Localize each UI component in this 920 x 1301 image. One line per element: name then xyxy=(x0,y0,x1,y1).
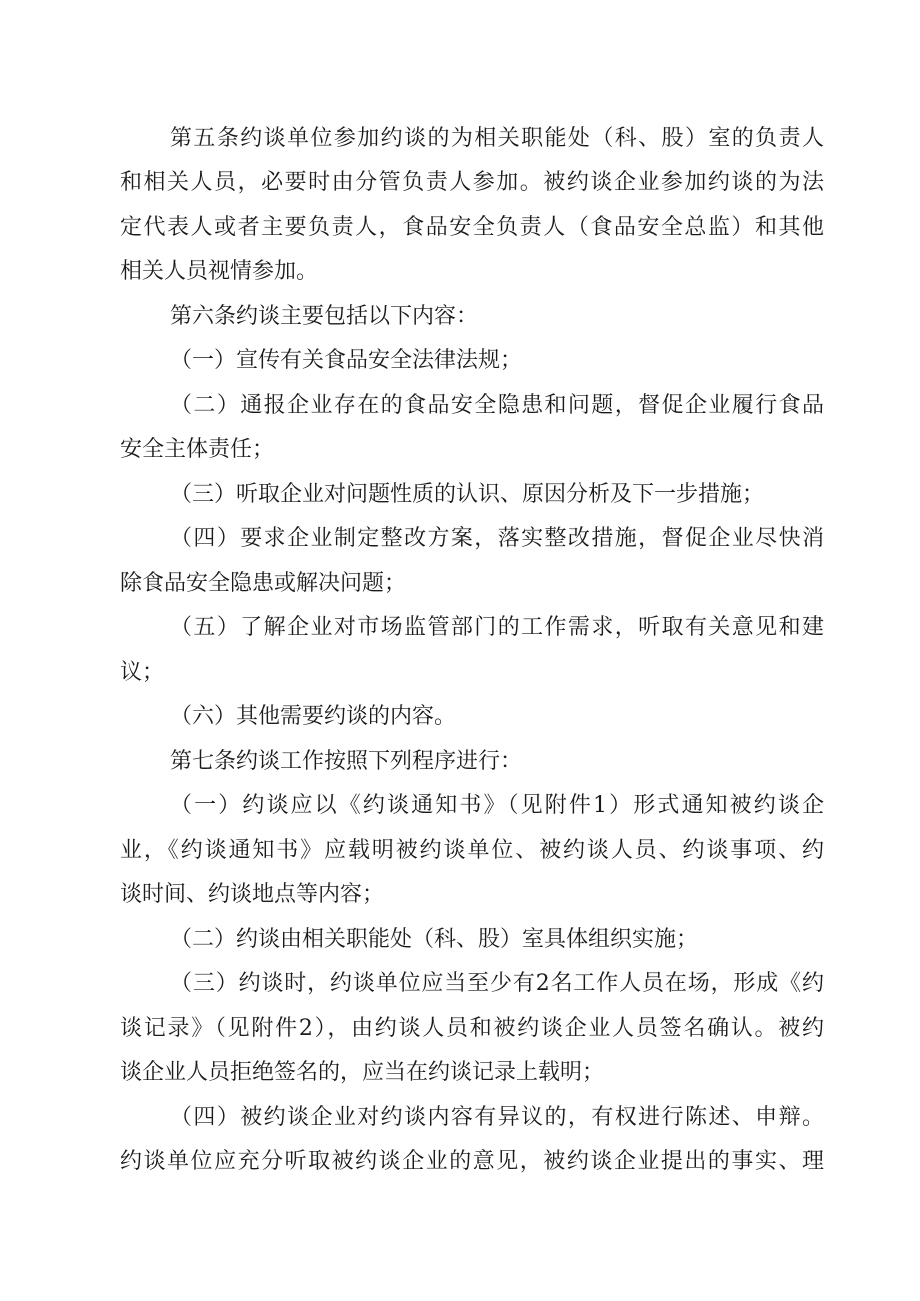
text-line: 业，《约谈通知书》应载明被约谈单位、被约谈人员、约谈事项、约 xyxy=(120,838,824,863)
text-line: （四）要求企业制定整改方案，落实整改措施，督促企业尽快消 xyxy=(170,526,824,551)
text-line: 定代表人或者主要负责人，食品安全负责人（食品安全总监）和其他 xyxy=(120,215,824,240)
text-line: 安全主体责任； xyxy=(120,437,275,462)
text-line: 议； xyxy=(120,660,165,685)
text-line: 和相关人员，必要时由分管负责人参加。被约谈企业参加约谈的为法 xyxy=(120,170,824,195)
text-line: （一）约谈应以《约谈通知书》（见附件1）形式通知被约谈企 xyxy=(170,793,824,818)
text-line: （五）了解企业对市场监管部门的工作需求，听取有关意见和建 xyxy=(170,615,824,640)
text-line: （三）约谈时，约谈单位应当至少有2名工作人员在场，形成《约 xyxy=(170,971,824,996)
text-line: 第五条约谈单位参加约谈的为相关职能处（科、股）室的负责人 xyxy=(170,126,824,151)
text-line: （一）宣传有关食品安全法律法规； xyxy=(170,348,523,373)
text-line: 谈时间、约谈地点等内容； xyxy=(120,882,385,907)
text-line: （三）听取企业对问题性质的认识、原因分析及下一步措施； xyxy=(170,482,765,507)
text-line: （四）被约谈企业对约谈内容有异议的，有权进行陈述、申辩。 xyxy=(170,1105,824,1130)
text-line: 第六条约谈主要包括以下内容： xyxy=(170,304,479,329)
text-line: （六）其他需要约谈的内容。 xyxy=(170,704,457,729)
text-line: 谈企业人员拒绝签名的，应当在约谈记录上载明； xyxy=(120,1060,605,1085)
text-line: 约谈单位应充分听取被约谈企业的意见，被约谈企业提出的事实、理 xyxy=(120,1149,824,1174)
text-line: （二）通报企业存在的食品安全隐患和问题，督促企业履行食品 xyxy=(170,393,824,418)
text-line: 相关人员视情参加。 xyxy=(120,259,319,284)
text-line: 第七条约谈工作按照下列程序进行： xyxy=(170,749,523,774)
text-line: 谈记录》（见附件2），由约谈人员和被约谈企业人员签名确认。被约 xyxy=(120,1016,824,1041)
text-line: 除食品安全隐患或解决问题； xyxy=(120,571,407,596)
text-line: （二）约谈由相关职能处（科、股）室具体组织实施； xyxy=(170,927,699,952)
